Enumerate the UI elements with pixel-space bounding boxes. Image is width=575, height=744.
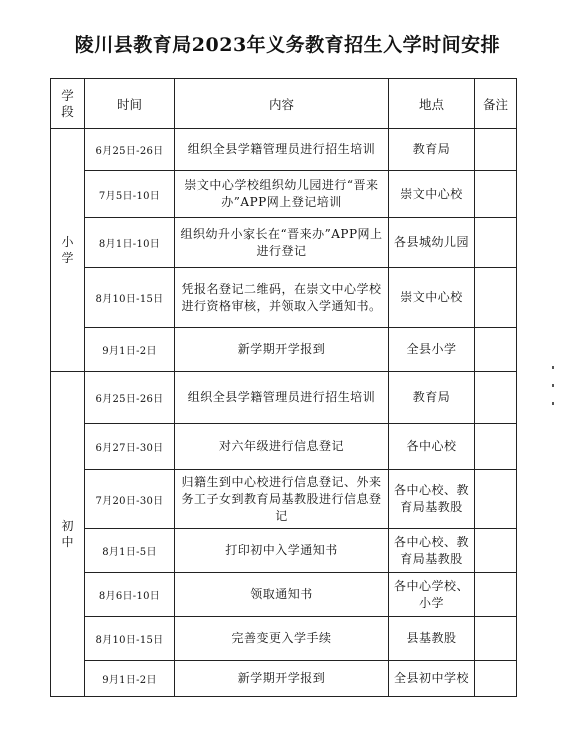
cell-place: 县基教股 xyxy=(389,617,475,661)
table-row xyxy=(51,268,517,328)
table-row xyxy=(51,218,517,268)
cell-place: 教育局 xyxy=(389,129,475,171)
schedule-table xyxy=(50,78,517,697)
cell-time: 9月1日-2日 xyxy=(85,328,175,372)
cell-time: 6月25日-26日 xyxy=(85,372,175,424)
cell-place: 各中心校、教育局基教股 xyxy=(389,470,475,529)
cell-time: 9月1日-2日 xyxy=(85,661,175,697)
table-row xyxy=(51,470,517,529)
document-title: 陵川县教育局2023年义务教育招生入学时间安排 xyxy=(74,34,501,56)
table-row xyxy=(51,661,517,697)
cell-place: 教育局 xyxy=(389,372,475,424)
cell-note xyxy=(475,328,517,372)
table-row xyxy=(51,573,517,617)
cell-time: 7月5日-10日 xyxy=(85,171,175,218)
cell-place: 全县初中学校 xyxy=(389,661,475,697)
header-stage xyxy=(51,79,85,129)
cell-content: 对六年级进行信息登记 xyxy=(175,424,389,470)
table-row xyxy=(51,372,517,424)
cell-content: 领取通知书 xyxy=(175,573,389,617)
cell-time: 8月1日-10日 xyxy=(85,218,175,268)
cell-note xyxy=(475,661,517,697)
cell-content: 组织全县学籍管理员进行招生培训 xyxy=(175,372,389,424)
cell-place: 各中心校、教育局基教股 xyxy=(389,529,475,573)
cell-content: 归籍生到中心校进行信息登记、外来务工子女到教育局基教股进行信息登记 xyxy=(175,470,389,529)
cell-note xyxy=(475,470,517,529)
cell-place: 各中心学校、小学 xyxy=(389,573,475,617)
cell-content: 凭报名登记二维码，在崇文中心学校进行资格审核，并领取入学通知书。 xyxy=(175,268,389,328)
cell-time: 6月25日-26日 xyxy=(85,129,175,171)
cell-content: 新学期开学报到 xyxy=(175,661,389,697)
cell-time: 8月10日-15日 xyxy=(85,268,175,328)
cell-content: 新学期开学报到 xyxy=(175,328,389,372)
cell-content: 完善变更入学手续 xyxy=(175,617,389,661)
table-row xyxy=(51,617,517,661)
cell-time: 6月27日-30日 xyxy=(85,424,175,470)
cell-time: 8月6日-10日 xyxy=(85,573,175,617)
cell-note xyxy=(475,268,517,328)
cell-place: 全县小学 xyxy=(389,328,475,372)
header-time: 时间 xyxy=(85,79,175,129)
cell-note xyxy=(475,617,517,661)
scan-mark xyxy=(552,366,554,369)
header-stage-label: 学段 xyxy=(61,87,74,119)
cell-time: 8月1日-5日 xyxy=(85,529,175,573)
cell-place: 崇文中心校 xyxy=(389,268,475,328)
stage-junior-label: 初中 xyxy=(61,519,74,549)
cell-place: 崇文中心校 xyxy=(389,171,475,218)
header-note: 备注 xyxy=(475,79,517,129)
scan-mark xyxy=(552,384,554,387)
cell-content: 组织幼升小家长在“晋来办”APP网上进行登记 xyxy=(175,218,389,268)
scan-mark xyxy=(552,402,554,405)
cell-note xyxy=(475,529,517,573)
table-row xyxy=(51,129,517,171)
header-content: 内容 xyxy=(175,79,389,129)
cell-place: 各中心校 xyxy=(389,424,475,470)
stage-primary xyxy=(51,129,85,372)
cell-note xyxy=(475,218,517,268)
cell-content: 组织全县学籍管理员进行招生培训 xyxy=(175,129,389,171)
table-row xyxy=(51,424,517,470)
stage-junior xyxy=(51,372,85,697)
cell-note xyxy=(475,372,517,424)
cell-place: 各县城幼儿园 xyxy=(389,218,475,268)
header-row xyxy=(51,79,517,129)
cell-time: 8月10日-15日 xyxy=(85,617,175,661)
cell-note xyxy=(475,424,517,470)
cell-note xyxy=(475,171,517,218)
cell-content: 崇文中心学校组织幼儿园进行“晋来办”APP网上登记培训 xyxy=(175,171,389,218)
table-row xyxy=(51,328,517,372)
cell-note xyxy=(475,573,517,617)
cell-time: 7月20日-30日 xyxy=(85,470,175,529)
stage-primary-label: 小学 xyxy=(61,235,74,265)
header-place: 地点 xyxy=(389,79,475,129)
table-row xyxy=(51,529,517,573)
cell-note xyxy=(475,129,517,171)
table-row xyxy=(51,171,517,218)
cell-content: 打印初中入学通知书 xyxy=(175,529,389,573)
